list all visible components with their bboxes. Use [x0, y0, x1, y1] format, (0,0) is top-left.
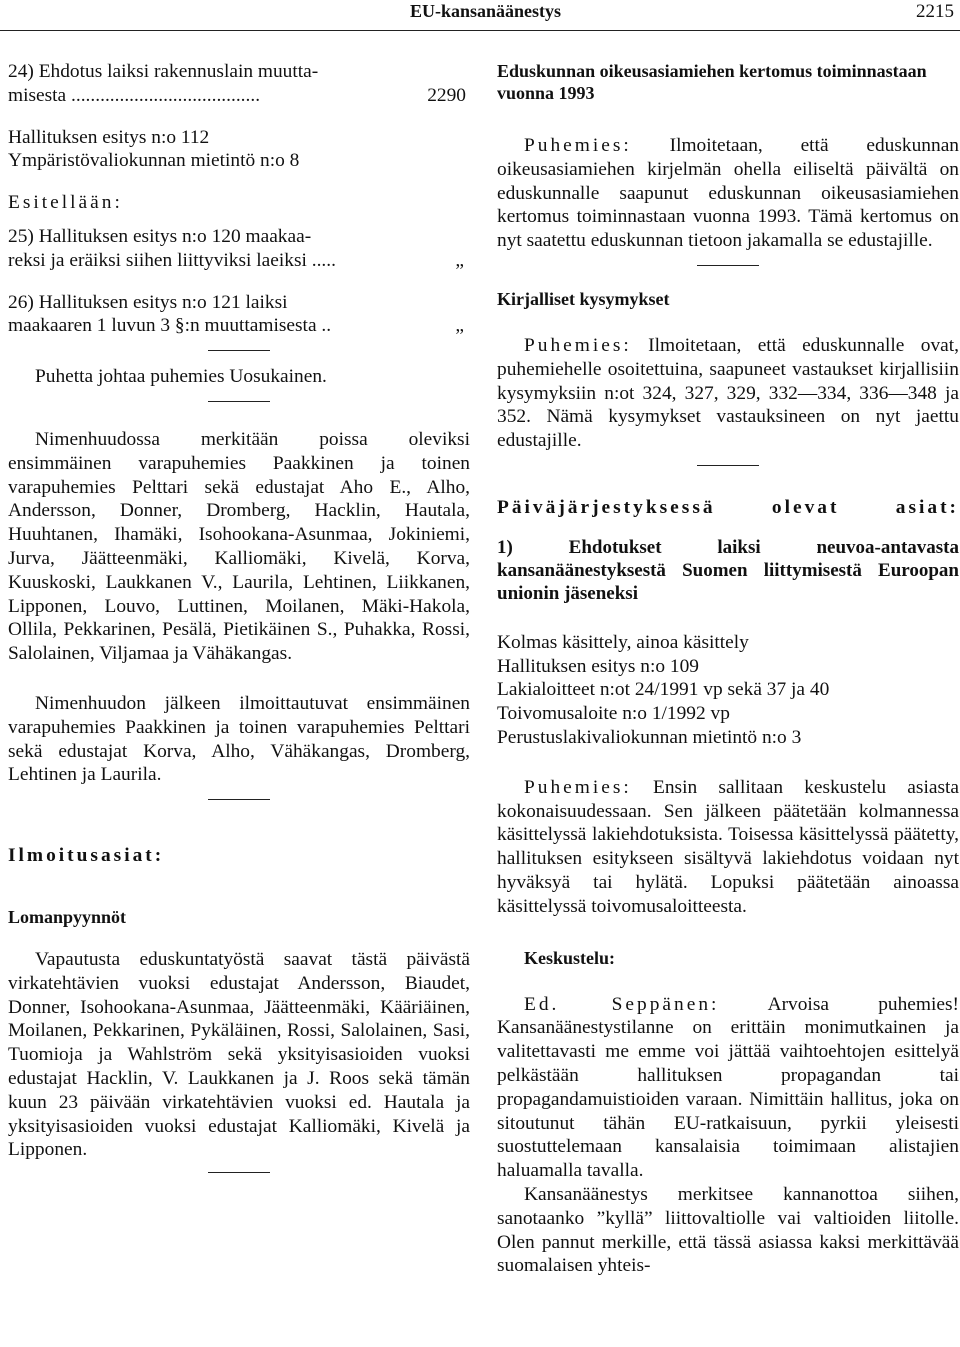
right-column: [497, 60, 959, 1278]
agenda-item-24-line1: 24) Ehdotus laiksi rakennuslain muutta-: [8, 61, 319, 82]
eu-referendum-heading: 1) Ehdotukset laiksi neuvoa-antavasta kansanäänestyksestä Suomen liittymisestä Euroopan unionin jäseneksi: [497, 536, 959, 604]
agenda-item-25-line2: [8, 249, 470, 273]
agenda-meta-3: Lakialoitteet n:ot 24/1991 vp sekä 37 ja 40: [497, 679, 830, 701]
ilmoitusasiat-heading: Ilmoitusasiat:: [8, 845, 165, 867]
roll-call-absent-paragraph: Nimenhuudossa merkitään poissa oleviksi ensimmäinen varapuhemies Paakkinen ja toinen varapuhemies Pelttari sekä edustajat Aho E., Alho, Andersson, Donner, Dromberg, Hacklin, Hautala, Huuhtanen, Ihamäki, Isohookana-Asunmaa, Jokiniemi, Jurva, Jäätteenmäki, Kalliomäki, Kivelä, Korva, Kuuskoski, Laukkanen V., Laurila, Lehtinen, Liikkanen, Lipponen, Louvo, Luttinen, Moilanen, Mäki-Hakola, Ollila, Pekkarinen, Pesälä, Pietikäinen S., Puhakka, Rossi, Salolainen, Viljamaa ja Vähäkangas.: [8, 428, 470, 665]
agenda-item-24-meta-1: Hallituksen esitys n:o 112: [8, 126, 210, 148]
agenda-item-24-page-ref: 2290: [427, 84, 466, 106]
paragraph-text: Ensin sallitaan keskustelu asiasta kokonaisuudessaan. Sen jälkeen päätetään kolmannessa käsittelyssä lakiehdotuksista. Toisessa käsittelyssä päätetty, hallituksen esitykseen sisältyvä lakiehdotus voidaan nyt hyväksyä tai hylätä. Lopuksi päätetään ainoassa käsittelyssä toivomusaloitteesta.: [497, 776, 959, 917]
header-rule: [0, 30, 960, 31]
speaker-label: Puhemies:: [524, 334, 632, 356]
seppanen-speech-paragraph: [497, 993, 959, 1183]
speaker-label: Puhemies:: [524, 135, 632, 156]
paragraph-text: Arvoisa puhemies! Kansanäänestystilanne on erittäin monimutkainen ja valitettavasti me emme voi jättää vaihtoehtojen esittelyä pelkästään hallituksen propagandan tai propagandamuistioiden varaan. Nimittäin hallitus, joka on sitoutunut tähän EU-ratkaisuun, pyrkii yleisesti suostuttelemaan kansalaisia toimimaan alistajien haluamalla tavalla.: [497, 993, 959, 1182]
agenda-item-24-meta-2: Ympäristövaliokunnan mietintö n:o 8: [8, 150, 300, 172]
agenda-item-26-line1: 26) Hallituksen esitys n:o 121 laiksi: [8, 291, 288, 313]
agenda-item-25-line1: 25) Hallituksen esitys n:o 120 maakaa-: [8, 225, 312, 247]
agenda-heading: Päiväjärjestyksessä olevat asiat:: [497, 496, 959, 518]
paragraph-text: Ilmoitetaan, että eduskunnan oikeusasiamiehen kirjelmän ohella eiliseltä päivältä on eduskunnalle saapunut eduskunnan oikeusasiamiehen kertomus toiminnastaan vuonna 1993. Tämä kertomus on nyt saatettu eduskunnan tietoon jakamalla se edustajille.: [497, 135, 959, 252]
agenda-meta-1: Kolmas käsittely, ainoa käsittely: [497, 631, 749, 653]
agenda-item-24-line2: [8, 84, 470, 108]
written-questions-paragraph: [497, 334, 959, 453]
agenda-meta-4: Toivomusaloite n:o 1/1992 vp: [497, 703, 730, 725]
agenda-item-25-page-ref: „: [455, 249, 464, 271]
left-column: [8, 60, 470, 1173]
page-number: 2215: [916, 1, 954, 22]
paragraph-text: Ilmoitetaan, että eduskunnalle ovat, puhemiehelle osoitettuina, saapuneet vastaukset kirjallisiin kysymyksiin n:ot 324, 327, 329, 332—334, 336—348 ja 352. Nämä kysymykset vastauksineen on nyt jaettu edustajille.: [497, 334, 959, 452]
agenda-meta-5: Perustuslakivaliokunnan mietintö n:o 3: [497, 726, 802, 748]
roll-call-late-paragraph: Nimenhuudon jälkeen ilmoittautuvat ensimmäinen varapuhemies Paakkinen ja toinen varapuhemies Pelttari sekä edustajat Korva, Alho, Vähäkangas, Dromberg, Lehtinen ja Laurila.: [8, 692, 470, 786]
speaker-label: Ed. Seppänen:: [524, 993, 720, 1015]
page-header: [0, 0, 960, 30]
chair-statement: Puhetta johtaa puhemies Uosukainen.: [35, 366, 327, 388]
speaker-label: Puhemies:: [524, 776, 632, 798]
running-title: EU-kansanäänestys: [410, 1, 562, 21]
ombudsman-report-paragraph: [497, 134, 959, 253]
lomanpyynnot-heading: Lomanpyynnöt: [8, 906, 127, 927]
chair-procedure-paragraph: [497, 776, 959, 919]
leave-requests-paragraph: Vapautusta eduskuntatyöstä saavat tästä päivästä virkatehtävien vuoksi edustajat Andersson, Biaudet, Donner, Isohookana-Asunmaa, Jäätteenmäki, Kääriäinen, Moilanen, Pekkarinen, Pykäläinen, Rossi, Salolainen, Sasi, Tuomioja ja Wahlström sekä yksityisasioiden vuoksi edustajat Hacklin, V. Laukkanen ja J. Roos sekä tämän kuun 23 päivään virkatehtävien vuoksi ed. Hautala ja yksityisasioiden vuoksi edustajat Kalliomäki, Kivelä ja Lipponen.: [8, 948, 470, 1161]
discussion-heading: Keskustelu:: [524, 947, 616, 968]
agenda-item-24-leader: misesta .......................................: [8, 84, 261, 106]
esitellaan-heading: Esitellään:: [8, 192, 123, 214]
agenda-item-26-line2: [8, 314, 470, 338]
agenda-meta-2: Hallituksen esitys n:o 109: [497, 655, 699, 677]
agenda-item-26-page-ref: „: [455, 315, 464, 337]
separator-rule: [208, 1172, 270, 1173]
seppanen-speech-paragraph-2: Kansanäänestys merkitsee kannanottoa siihen, sanotaanko ”kyllä” liittovaltiolle vai valtioiden liitolle. Olen pannut merkille, että tässä asiassa kaksi merkittävää suomalaisen yhteis-: [497, 1183, 959, 1277]
agenda-item-26-leader: maakaaren 1 luvun 3 §:n muuttamisesta ..: [8, 315, 332, 337]
ombudsman-report-heading: Eduskunnan oikeusasiamiehen kertomus toiminnastaan vuonna 1993: [497, 61, 927, 103]
agenda-item-25-leader: reksi ja eräiksi siihen liittyviksi laeiksi .....: [8, 249, 336, 271]
written-questions-heading: Kirjalliset kysymykset: [497, 288, 670, 309]
